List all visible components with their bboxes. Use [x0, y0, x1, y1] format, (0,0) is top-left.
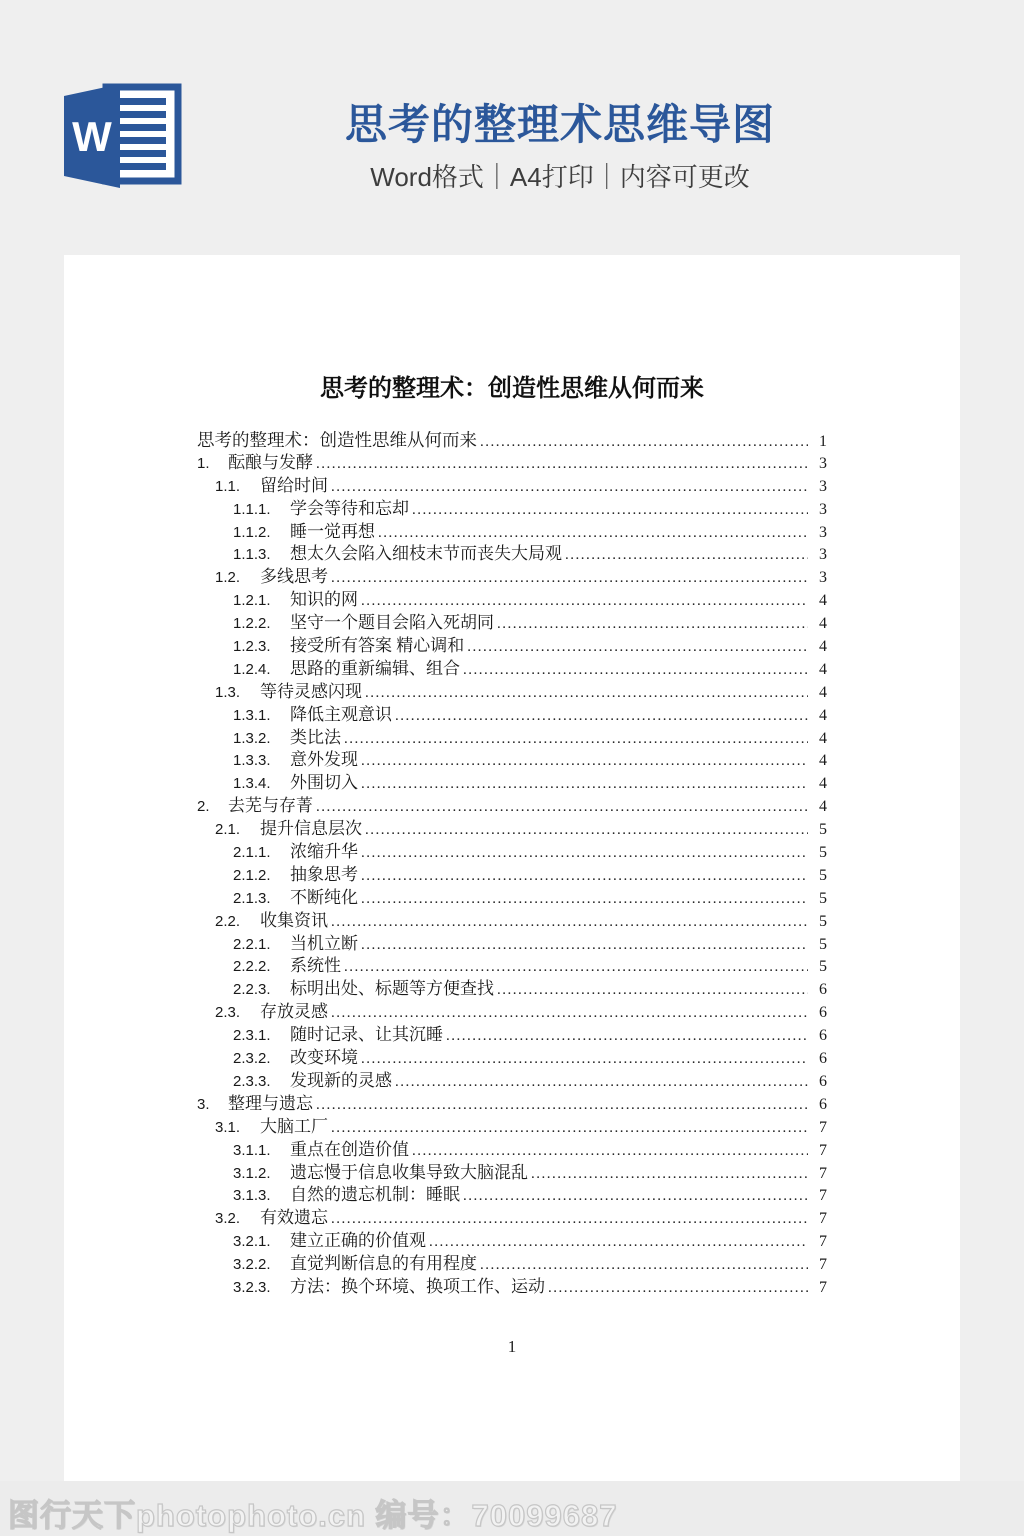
toc-entry: [197, 1139, 827, 1162]
toc-leader-dots: [361, 888, 808, 911]
toc-leader-dots: [316, 796, 808, 819]
toc-entry-label: 降低主观意识: [290, 704, 392, 724]
toc-leader-dots: [361, 590, 808, 613]
toc-entry-label: 收集资讯: [260, 910, 328, 930]
toc-entry-label: 重点在创造价值: [290, 1139, 409, 1159]
toc-entry: [197, 589, 827, 612]
toc-leader-dots: [429, 1231, 808, 1254]
toc-entry-label: 当机立断: [290, 933, 358, 953]
toc-entry-label: 酝酿与发酵: [228, 452, 313, 472]
toc-entry-page: 3: [819, 523, 827, 541]
template-title: 思考的整理术思维导图: [344, 101, 776, 148]
toc-entry-number: 3.2.3.: [233, 1278, 271, 1296]
toc-entry-page: 5: [819, 821, 827, 839]
toc-entry: [197, 521, 827, 544]
toc-entry-number: 1.2.2.: [233, 615, 271, 633]
toc-entry-label: 知识的网: [290, 590, 358, 610]
toc-entry-label: 留给时间: [260, 475, 328, 495]
toc-leader-dots: [331, 476, 808, 499]
toc-entry-label: 直觉判断信息的有用程度: [290, 1254, 477, 1274]
toc-entry: [197, 498, 827, 521]
toc-entry-page: 4: [819, 615, 827, 633]
toc-entry-page: 6: [819, 1050, 827, 1068]
toc-entry: [197, 1024, 827, 1047]
toc-entry-page: 6: [819, 1095, 827, 1113]
toc-leader-dots: [412, 1140, 808, 1163]
toc-entry-page: 4: [819, 592, 827, 610]
toc-entry-page: 1: [819, 433, 827, 450]
toc-entry-page: 6: [819, 1027, 827, 1045]
toc-entry-page: 7: [819, 1210, 827, 1228]
toc-entry-page: 5: [819, 866, 827, 884]
toc-entry-page: 5: [819, 844, 827, 862]
toc-leader-dots: [531, 1163, 808, 1186]
toc-entry-number: 3.1.: [215, 1118, 241, 1136]
toc-entry-number: 2.3.2.: [233, 1050, 271, 1068]
toc-entry-page: 5: [819, 912, 827, 930]
toc-entry: [197, 1276, 827, 1299]
toc-entry: [197, 772, 827, 795]
toc-leader-dots: [395, 1071, 808, 1094]
toc-entry-number: 2.3.: [215, 1004, 241, 1022]
toc-entry-page: 6: [819, 1004, 827, 1022]
toc-entry: [197, 955, 827, 978]
toc-leader-dots: [361, 842, 808, 865]
toc-leader-dots: [361, 1048, 808, 1071]
toc-leader-dots: [331, 911, 808, 934]
template-subtitle: Word格式｜A4打印｜内容可更改: [370, 162, 750, 192]
toc-entry-number: 2.1.2.: [233, 866, 271, 884]
toc-leader-dots: [480, 1254, 808, 1277]
toc-entry: [197, 658, 827, 681]
word-logo-letter: W: [72, 113, 112, 160]
toc-entry-label: 自然的遗忘机制：睡眠: [290, 1185, 460, 1205]
toc-entry: [197, 749, 827, 772]
toc-entry-number: 3.2.2.: [233, 1256, 271, 1274]
toc-leader-dots: [316, 453, 808, 476]
toc-list: [197, 429, 827, 1299]
toc-entry-number: 2.2.2.: [233, 958, 271, 976]
toc-leader-dots: [344, 956, 808, 979]
toc-entry-label: 多线思考: [260, 567, 328, 587]
toc-entry-number: 3.1.2.: [233, 1164, 271, 1182]
toc-entry-number: 1.1.1.: [233, 500, 271, 518]
toc-entry-number: 3.1.3.: [233, 1187, 271, 1205]
toc-entry-label: 外围切入: [290, 773, 358, 793]
toc-entry: [197, 841, 827, 864]
toc-leader-dots: [497, 613, 808, 636]
toc-entry-page: 7: [819, 1233, 827, 1251]
toc-entry: [197, 887, 827, 910]
toc-entry-number: 3.2.1.: [233, 1233, 271, 1251]
toc-entry-number: 1.: [197, 454, 210, 472]
toc-entry-page: 3: [819, 454, 827, 472]
toc-leader-dots: [480, 431, 808, 454]
toc-leader-dots: [361, 773, 808, 796]
word-logo-icon: [62, 83, 184, 189]
toc-entry-number: 1.1.3.: [233, 546, 271, 564]
toc-entry: [197, 864, 827, 887]
toc-entry-label: 学会等待和忘却: [290, 498, 409, 518]
toc-entry-number: 1.1.2.: [233, 523, 271, 541]
toc-entry-page: 7: [819, 1164, 827, 1182]
document-page: [64, 255, 960, 1488]
toc-entry: [197, 978, 827, 1001]
header: [0, 0, 1024, 255]
toc-entry-number: 2.2.1.: [233, 935, 271, 953]
toc-entry-number: 2.3.3.: [233, 1072, 271, 1090]
toc-entry-number: 2.1.3.: [233, 889, 271, 907]
toc-entry-number: 2.: [197, 798, 210, 816]
toc-entry-number: 3.2.: [215, 1210, 241, 1228]
toc-entry-label: 不断纯化: [290, 887, 358, 907]
toc-entry-number: 1.3.: [215, 683, 241, 701]
toc-entry-label: 想太久会陷入细枝末节而丧失大局观: [290, 544, 562, 564]
toc-entry-label: 等待灵感闪现: [260, 681, 362, 701]
toc-entry: [197, 704, 827, 727]
toc-leader-dots: [365, 682, 808, 705]
toc-entry: [197, 1116, 827, 1139]
toc-leader-dots: [361, 865, 808, 888]
toc-leader-dots: [565, 544, 808, 567]
toc-entry-page: 4: [819, 775, 827, 793]
toc-entry-label: 遗忘慢于信息收集导致大脑混乱: [290, 1162, 528, 1182]
page-number: 1: [507, 1336, 517, 1356]
toc-entry: [197, 543, 827, 566]
toc-entry-page: 4: [819, 706, 827, 724]
toc-entry-number: 2.2.3.: [233, 981, 271, 999]
toc-entry-number: 1.3.4.: [233, 775, 271, 793]
toc-leader-dots: [361, 934, 808, 957]
toc-entry: [197, 818, 827, 841]
toc-entry-page: 7: [819, 1187, 827, 1205]
toc-entry: [197, 1070, 827, 1093]
toc-entry-label: 改变环境: [290, 1048, 358, 1068]
toc-entry-number: 3.1.1.: [233, 1141, 271, 1159]
toc-entry: [197, 475, 827, 498]
toc-entry-page: 4: [819, 729, 827, 747]
toc-entry: [197, 566, 827, 589]
toc-entry: [197, 910, 827, 933]
toc-entry-number: 1.3.1.: [233, 706, 271, 724]
toc-leader-dots: [316, 1094, 808, 1117]
toc-entry: [197, 1184, 827, 1207]
toc-entry-number: 2.2.: [215, 912, 241, 930]
toc-leader-dots: [467, 636, 808, 659]
toc-entry: [197, 1230, 827, 1253]
toc-leader-dots: [463, 1185, 808, 1208]
toc-entry: [197, 429, 827, 452]
toc-entry: [197, 1162, 827, 1185]
toc-entry-label: 标明出处、标题等方便查找: [290, 979, 494, 999]
toc-entry-page: 7: [819, 1118, 827, 1136]
toc-entry-page: 4: [819, 683, 827, 701]
toc-entry-label: 浓缩升华: [290, 842, 358, 862]
toc-entry: [197, 1047, 827, 1070]
toc-entry-label: 意外发现: [290, 750, 358, 770]
toc-entry-label: 整理与遗忘: [228, 1093, 313, 1113]
toc-entry: [197, 612, 827, 635]
toc-entry-label: 接受所有答案 精心调和: [290, 636, 465, 656]
toc-entry-page: 3: [819, 477, 827, 495]
toc-leader-dots: [412, 499, 808, 522]
toc-leader-dots: [331, 567, 808, 590]
toc-entry-label: 建立正确的价值观: [290, 1231, 426, 1251]
toc-leader-dots: [497, 979, 808, 1002]
toc-leader-dots: [395, 705, 808, 728]
toc-entry-page: 7: [819, 1256, 827, 1274]
toc-leader-dots: [331, 1002, 808, 1025]
toc-entry: [197, 681, 827, 704]
toc-entry-label: 系统性: [290, 956, 341, 976]
toc-entry-label: 抽象思考: [290, 864, 358, 884]
toc-leader-dots: [378, 522, 808, 545]
toc-leader-dots: [548, 1277, 808, 1300]
toc-entry-page: 6: [819, 981, 827, 999]
toc-leader-dots: [331, 1208, 808, 1231]
toc-entry: [197, 1207, 827, 1230]
toc-entry: [197, 635, 827, 658]
toc-entry-number: 1.2.4.: [233, 660, 271, 678]
toc-entry-label: 大脑工厂: [260, 1116, 328, 1136]
toc-entry-page: 5: [819, 889, 827, 907]
toc-entry-label: 思考的整理术：创造性思维从何而来: [197, 430, 477, 450]
toc-entry-number: 1.2.3.: [233, 638, 271, 656]
toc-entry-label: 方法：换个环境、换项工作、运动: [290, 1276, 545, 1296]
toc-entry-page: 4: [819, 798, 827, 816]
toc-entry-number: 2.3.1.: [233, 1027, 271, 1045]
toc-entry-label: 存放灵感: [260, 1002, 328, 1022]
toc-entry-page: 4: [819, 752, 827, 770]
toc-entry: [197, 452, 827, 475]
toc-entry-label: 去芜与存菁: [228, 796, 313, 816]
toc-leader-dots: [365, 819, 808, 842]
toc-entry-page: 7: [819, 1141, 827, 1159]
toc-entry: [197, 795, 827, 818]
toc-entry-page: 5: [819, 935, 827, 953]
toc-entry-number: 1.3.2.: [233, 729, 271, 747]
toc-entry: [197, 727, 827, 750]
toc-entry-label: 发现新的灵感: [290, 1070, 392, 1090]
toc-entry-label: 有效遗忘: [260, 1208, 328, 1228]
toc-entry-page: 4: [819, 638, 827, 656]
toc-entry-label: 坚守一个题目会陷入死胡同: [290, 613, 494, 633]
toc-entry-number: 2.1.: [215, 821, 241, 839]
toc-entry-number: 1.3.3.: [233, 752, 271, 770]
toc-entry-page: 3: [819, 569, 827, 587]
toc-entry-page: 3: [819, 546, 827, 564]
toc-leader-dots: [331, 1117, 808, 1140]
toc-entry-number: 3.: [197, 1095, 210, 1113]
toc-entry-label: 类比法: [290, 727, 341, 747]
watermark-text: 图行天下photophoto.cn 编号：70099687: [8, 1498, 618, 1533]
toc-entry-page: 6: [819, 1072, 827, 1090]
toc-entry-page: 5: [819, 958, 827, 976]
toc-leader-dots: [361, 750, 808, 773]
toc-entry-label: 随时记录、让其沉睡: [290, 1025, 443, 1045]
toc-entry: [197, 1093, 827, 1116]
toc-entry: [197, 1001, 827, 1024]
toc-leader-dots: [344, 728, 808, 751]
toc-entry-label: 思路的重新编辑、组合: [290, 658, 460, 678]
document-title: 思考的整理术：创造性思维从何而来: [320, 376, 704, 402]
toc-entry-page: 3: [819, 500, 827, 518]
toc-entry-number: 1.1.: [215, 477, 241, 495]
toc-entry-label: 提升信息层次: [260, 819, 362, 839]
toc-entry: [197, 1253, 827, 1276]
toc-entry-number: 1.2.: [215, 569, 241, 587]
toc-entry-number: 2.1.1.: [233, 844, 271, 862]
toc-entry-page: 4: [819, 660, 827, 678]
toc-leader-dots: [463, 659, 808, 682]
toc-entry: [197, 933, 827, 956]
toc-entry-page: 7: [819, 1278, 827, 1296]
toc-entry-number: 1.2.1.: [233, 592, 271, 610]
toc-leader-dots: [446, 1025, 808, 1048]
toc-entry-label: 睡一觉再想: [290, 521, 375, 541]
